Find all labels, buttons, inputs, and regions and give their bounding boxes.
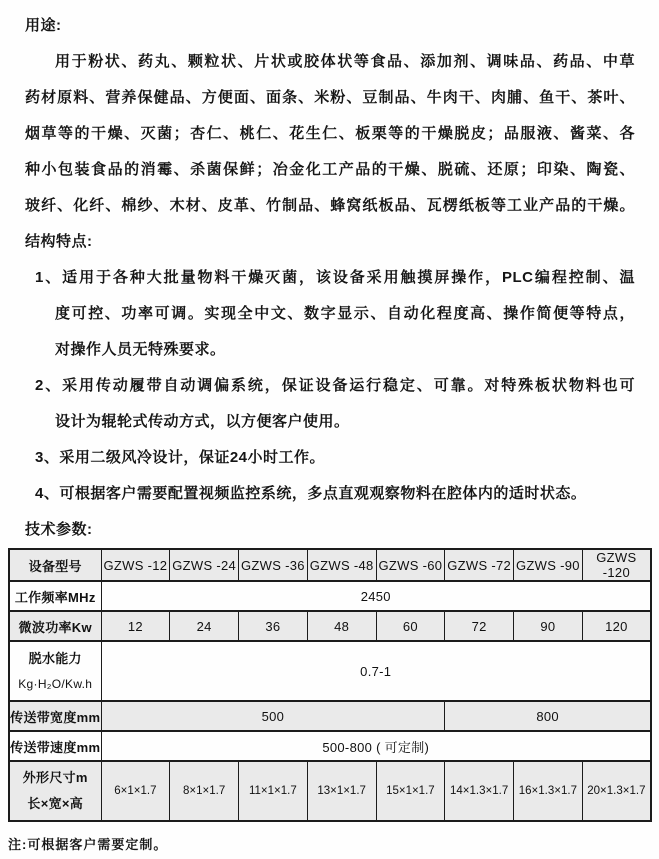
footnote: 注:可根据客户需要定制。	[8, 837, 168, 852]
belt-width-value-cell: 800	[445, 701, 651, 731]
dehydration-value-cell: 0.7-1	[101, 641, 651, 701]
table-row-dimensions	[9, 761, 651, 821]
dimensions-label-line1: 外形尺寸m	[22, 770, 88, 785]
usage-line: 玻纤、化纤、棉纱、木材、皮革、竹制品、蜂窝纸板品、瓦楞纸板等工业产品的干燥。	[25, 197, 635, 214]
power-value-cell: 72	[445, 611, 514, 641]
table-row-belt-width	[9, 701, 651, 731]
model-cell: GZWS -60	[376, 549, 445, 581]
feature-item-line: 度可控、功率可调。实现全中文、数字显示、自动化程度高、操作简便等特点，	[55, 305, 635, 322]
features-heading: 结构特点:	[25, 233, 93, 250]
dimensions-value-cell: 15×1×1.7	[376, 761, 445, 821]
usage-heading: 用途:	[25, 17, 62, 34]
feature-item-line: 对操作人员无特殊要求。	[55, 341, 226, 358]
usage-line: 用于粉状、药丸、颗粒状、片状或胶体状等食品、添加剂、调味品、药品、中草	[55, 53, 635, 70]
dimensions-label-line2: 长×宽×高	[27, 796, 84, 811]
table-row-belt-speed	[9, 731, 651, 761]
dimensions-value-cell: 20×1.3×1.7	[582, 761, 651, 821]
frequency-label-cell: 工作频率MHz	[9, 581, 101, 611]
power-value-cell: 48	[307, 611, 376, 641]
model-cell: GZWS -72	[445, 549, 514, 581]
model-cell: GZWS -24	[170, 549, 239, 581]
belt-speed-value-cell: 500-800 ( 可定制)	[101, 731, 651, 761]
power-value-cell: 36	[239, 611, 308, 641]
dimensions-value-cell: 11×1×1.7	[239, 761, 308, 821]
tech-params-table	[8, 548, 652, 822]
model-cell: GZWS -120	[582, 549, 651, 581]
usage-line: 药材原料、营养保健品、方便面、面条、米粉、豆制品、牛肉干、肉脯、鱼干、茶叶、	[25, 89, 635, 106]
table-row-model	[9, 549, 651, 581]
power-value-cell: 60	[376, 611, 445, 641]
power-label-cell: 微波功率Kw	[9, 611, 101, 641]
dimensions-value-cell: 8×1×1.7	[170, 761, 239, 821]
model-cell: GZWS -12	[101, 549, 170, 581]
dimensions-value-cell: 14×1.3×1.7	[445, 761, 514, 821]
table-row-dehydration	[9, 641, 651, 701]
table-row-power	[9, 611, 651, 641]
model-cell: GZWS -90	[514, 549, 583, 581]
dimensions-value-cell: 16×1.3×1.7	[514, 761, 583, 821]
power-value-cell: 24	[170, 611, 239, 641]
model-label-cell: 设备型号	[9, 549, 101, 581]
model-cell: GZWS -36	[239, 549, 308, 581]
dimensions-value-cell: 13×1×1.7	[307, 761, 376, 821]
belt-width-value-cell: 500	[101, 701, 445, 731]
power-value-cell: 12	[101, 611, 170, 641]
model-cell: GZWS -48	[307, 549, 376, 581]
belt-speed-label-cell: 传送带速度mm	[9, 731, 101, 761]
dehydration-label-cell	[9, 641, 101, 701]
params-heading: 技术参数:	[25, 521, 93, 538]
power-value-cell: 90	[514, 611, 583, 641]
feature-item-line: 3、采用二级风冷设计，保证24小时工作。	[35, 449, 326, 466]
frequency-value-cell: 2450	[101, 581, 651, 611]
dehydration-label-line1: 脱水能力	[28, 651, 82, 666]
usage-line: 烟草等的干燥、灭菌；杏仁、桃仁、花生仁、板栗等的干燥脱皮；品服液、酱菜、各	[25, 125, 635, 142]
table-row-frequency	[9, 581, 651, 611]
feature-item-line: 1、适用于各种大批量物料干燥灭菌，该设备采用触摸屏操作，PLC编程控制、温	[35, 269, 635, 286]
power-value-cell: 120	[582, 611, 651, 641]
feature-item-line: 设计为辊轮式传动方式，以方便客户使用。	[55, 413, 350, 430]
feature-item-line: 4、可根据客户需要配置视频监控系统，多点直观观察物料在腔体内的适时状态。	[35, 485, 587, 502]
dimensions-label-cell	[9, 761, 101, 821]
dimensions-value-cell: 6×1×1.7	[101, 761, 170, 821]
feature-item-line: 2、采用传动履带自动调偏系统，保证设备运行稳定、可靠。对特殊板状物料也可	[35, 377, 635, 394]
usage-line: 种小包装食品的消霉、杀菌保鲜；冶金化工产品的干燥、脱硫、还原；印染、陶瓷、	[25, 161, 635, 178]
dehydration-label-line2: Kg·H₂O/Kw.h	[18, 677, 93, 691]
belt-width-label-cell: 传送带宽度mm	[9, 701, 101, 731]
